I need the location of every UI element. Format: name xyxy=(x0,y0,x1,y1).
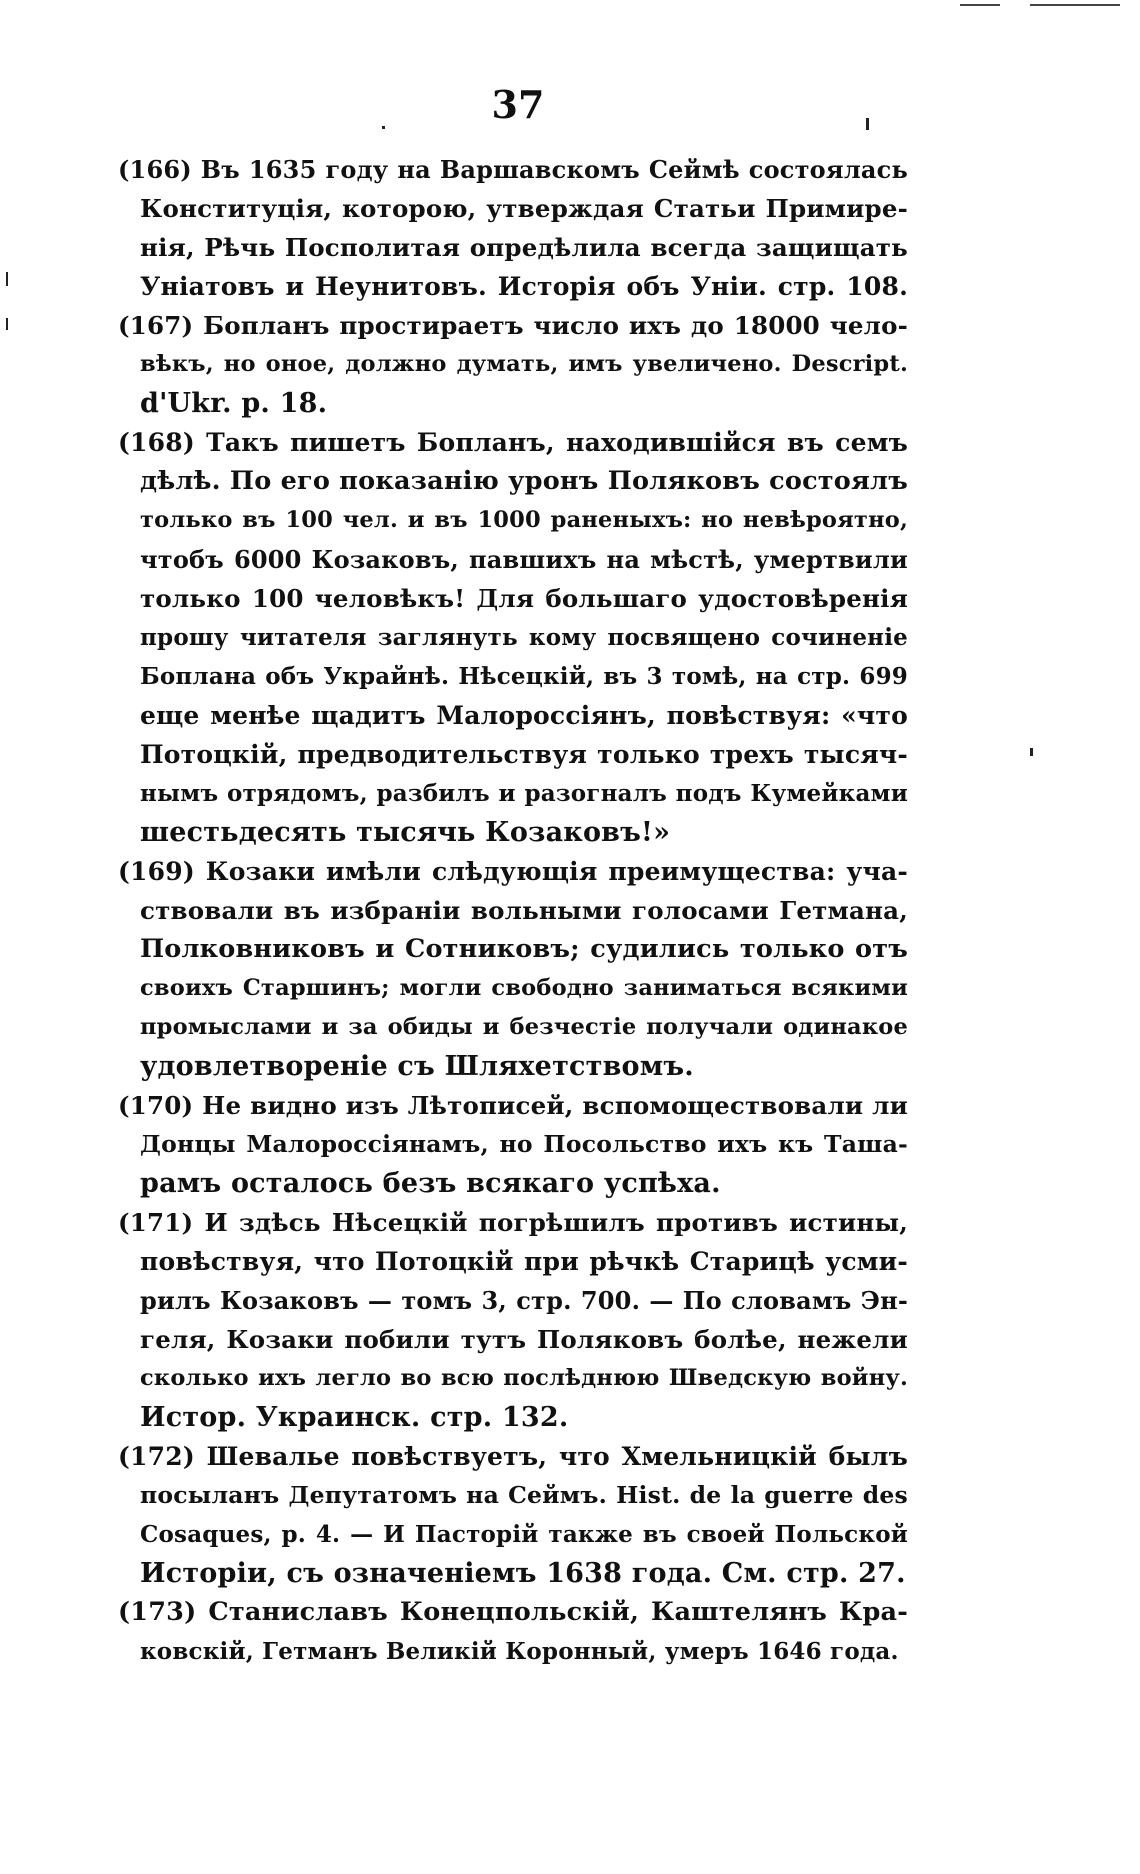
text-line: (171) И здѣсь Нѣсецкій погрѣшилъ противъ истины, xyxy=(118,1208,908,1237)
text-line: Полковниковъ и Сотниковъ; судились только отъ xyxy=(140,934,908,964)
text-line: Конституція, которою, утверждая Статьи Примире- xyxy=(140,194,908,223)
text-line: шестьдесять тысячь Козаковъ!» xyxy=(140,817,671,848)
text-line: удовлетвореніе съ Шляхетствомъ. xyxy=(140,1051,694,1082)
text-line: рамъ осталось безъ всякаго успѣха. xyxy=(140,1168,721,1199)
text-line: Потоцкій, предводительствуя только трехъ тысяч- xyxy=(140,740,908,769)
text-line: нымъ отрядомъ, разбилъ и разогналъ подъ Кумейками xyxy=(140,780,908,807)
text-line: Истор. Украинск. стр. 132. xyxy=(140,1402,569,1433)
text-line: ствовали въ избраніи вольными голосами Гетмана, xyxy=(140,896,908,925)
scan-edge-mark xyxy=(960,4,1000,6)
text-line: геля, Козаки побили тутъ Поляковъ болѣе, нежели xyxy=(140,1325,908,1354)
text-line: рилъ Козаковъ — томъ 3, стр. 700. — По словамъ Эн- xyxy=(140,1286,908,1315)
text-line: своихъ Старшинъ; могли свободно заниматься всякими xyxy=(140,975,908,1001)
text-line: (167) Бопланъ простираетъ число ихъ до 18000 чело- xyxy=(118,311,908,340)
page-number: 37 xyxy=(491,82,545,127)
text-line: чтобъ 6000 Козаковъ, павшихъ на мѣстѣ, умертвили xyxy=(140,545,908,574)
text-line: (173) Станиславъ Конецпольскій, Каштелянъ Кра- xyxy=(118,1597,908,1627)
text-line: (169) Козаки имѣли слѣдующія преимущества: уча- xyxy=(118,857,908,886)
text-line: только 100 человѣкъ! Для большаго удостовѣренія xyxy=(140,584,908,613)
text-line: (166) Въ 1635 году на Варшавскомъ Сеймѣ состоялась xyxy=(118,155,908,184)
text-line: Донцы Малороссіянамъ, но Посольство ихъ къ Ташa- xyxy=(140,1130,908,1158)
notes-body xyxy=(118,150,908,1671)
text-line: Исторіи, съ означеніемъ 1638 года. См. стр. 27. xyxy=(140,1558,906,1589)
text-line: Cosaques, p. 4. — И Пасторій также въ своей Польской xyxy=(140,1521,908,1548)
text-line: d'Ukr. p. 18. xyxy=(140,388,328,419)
text-line: повѣствуя, что Потоцкій при рѣчкѣ Старицѣ усми- xyxy=(140,1247,908,1276)
text-line: (172) Шевалье повѣствуетъ, что Хмельницкій былъ xyxy=(118,1442,908,1471)
text-line: ковскій, Гетманъ Великій Коронный, умеръ 1646 года. xyxy=(140,1638,899,1665)
text-line: только въ 100 чел. и въ 1000 раненыхъ: но невѣроятно, xyxy=(140,507,908,533)
text-line: промыслами и за обиды и безчестіе получали одинакое xyxy=(140,1014,908,1040)
scan-dust-mark xyxy=(1030,748,1033,756)
scan-dust-mark xyxy=(6,318,8,330)
text-line: сколько ихъ легло во всю послѣднюю Шведскую войну. xyxy=(140,1365,908,1391)
text-line: Боплана объ Украйнѣ. Нѣсецкій, въ 3 томѣ, на стр. 699 xyxy=(140,663,908,690)
scan-dust-mark xyxy=(382,126,385,129)
scan-dust-mark xyxy=(6,272,8,286)
text-line: посыланъ Депутатомъ на Сеймъ. Hist. de la guerre des xyxy=(140,1481,908,1509)
text-line: (170) Не видно изъ Лѣтописей, вспомоществовали ли xyxy=(118,1091,908,1120)
text-line: дѣлѣ. По его показанію уронъ Поляковъ состоялъ xyxy=(140,466,908,496)
text-line: прошу читателя заглянуть кому посвящено сочиненіе xyxy=(140,624,908,651)
text-line: нія, Рѣчь Посполитая опредѣлила всегда защищать xyxy=(140,233,908,262)
text-line: (168) Такъ пишетъ Бопланъ, находившійся въ семъ xyxy=(118,428,908,457)
text-line: вѣкъ, но оное, должно думать, имъ увеличено. Descript. xyxy=(140,351,908,377)
scan-dust-mark xyxy=(866,118,869,130)
scan-edge-mark xyxy=(1030,4,1120,6)
text-line: Уніатовъ и Неунитовъ. Исторія объ Уніи. стр. 108. xyxy=(140,272,908,301)
text-line: еще менѣе щадитъ Малороссіянъ, повѣствуя: «что xyxy=(140,701,908,730)
